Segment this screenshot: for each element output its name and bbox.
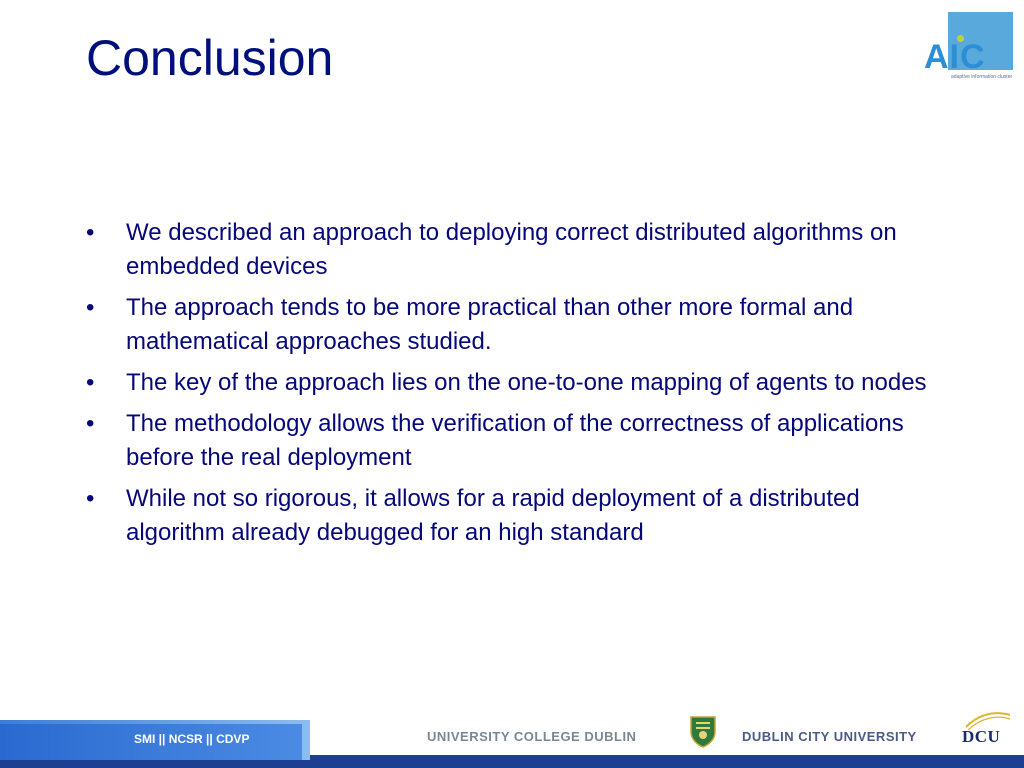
bullet-text: We described an approach to deploying correct distributed algorithms on embedded devices — [126, 219, 897, 280]
bullet-marker: • — [86, 485, 95, 512]
bullet-item — [84, 407, 944, 475]
bullet-list — [84, 216, 944, 557]
bullet-item — [84, 291, 944, 359]
footer-org-names: SMI || NCSR || CDVP — [134, 732, 250, 746]
aic-logo: AIC — [924, 38, 986, 76]
slide-title: Conclusion — [86, 30, 334, 86]
ucd-crest-icon — [688, 714, 718, 748]
bullet-item — [84, 216, 944, 284]
bullet-marker: • — [86, 369, 95, 396]
bullet-marker: • — [86, 410, 95, 437]
dcu-name: DUBLIN CITY UNIVERSITY — [742, 729, 917, 744]
bullet-item — [84, 366, 944, 400]
bullet-item — [84, 482, 944, 550]
bullet-text: The key of the approach lies on the one-to-one mapping of agents to nodes — [126, 369, 927, 396]
bullet-marker: • — [86, 294, 95, 321]
bullet-marker: • — [86, 219, 95, 246]
ucd-name: UNIVERSITY COLLEGE DUBLIN — [427, 729, 637, 744]
aic-logo-tagline: adaptive information cluster — [951, 74, 1013, 80]
bullet-text: The approach tends to be more practical than other more formal and mathematical approaches studied. — [126, 294, 854, 355]
dcu-logo: DCU — [962, 727, 1001, 746]
bullet-text: The methodology allows the verification of the correctness of applications before the real deployment — [126, 410, 904, 471]
bullet-text: While not so rigorous, it allows for a rapid deployment of a distributed algorithm already debugged for an high standard — [126, 485, 860, 546]
